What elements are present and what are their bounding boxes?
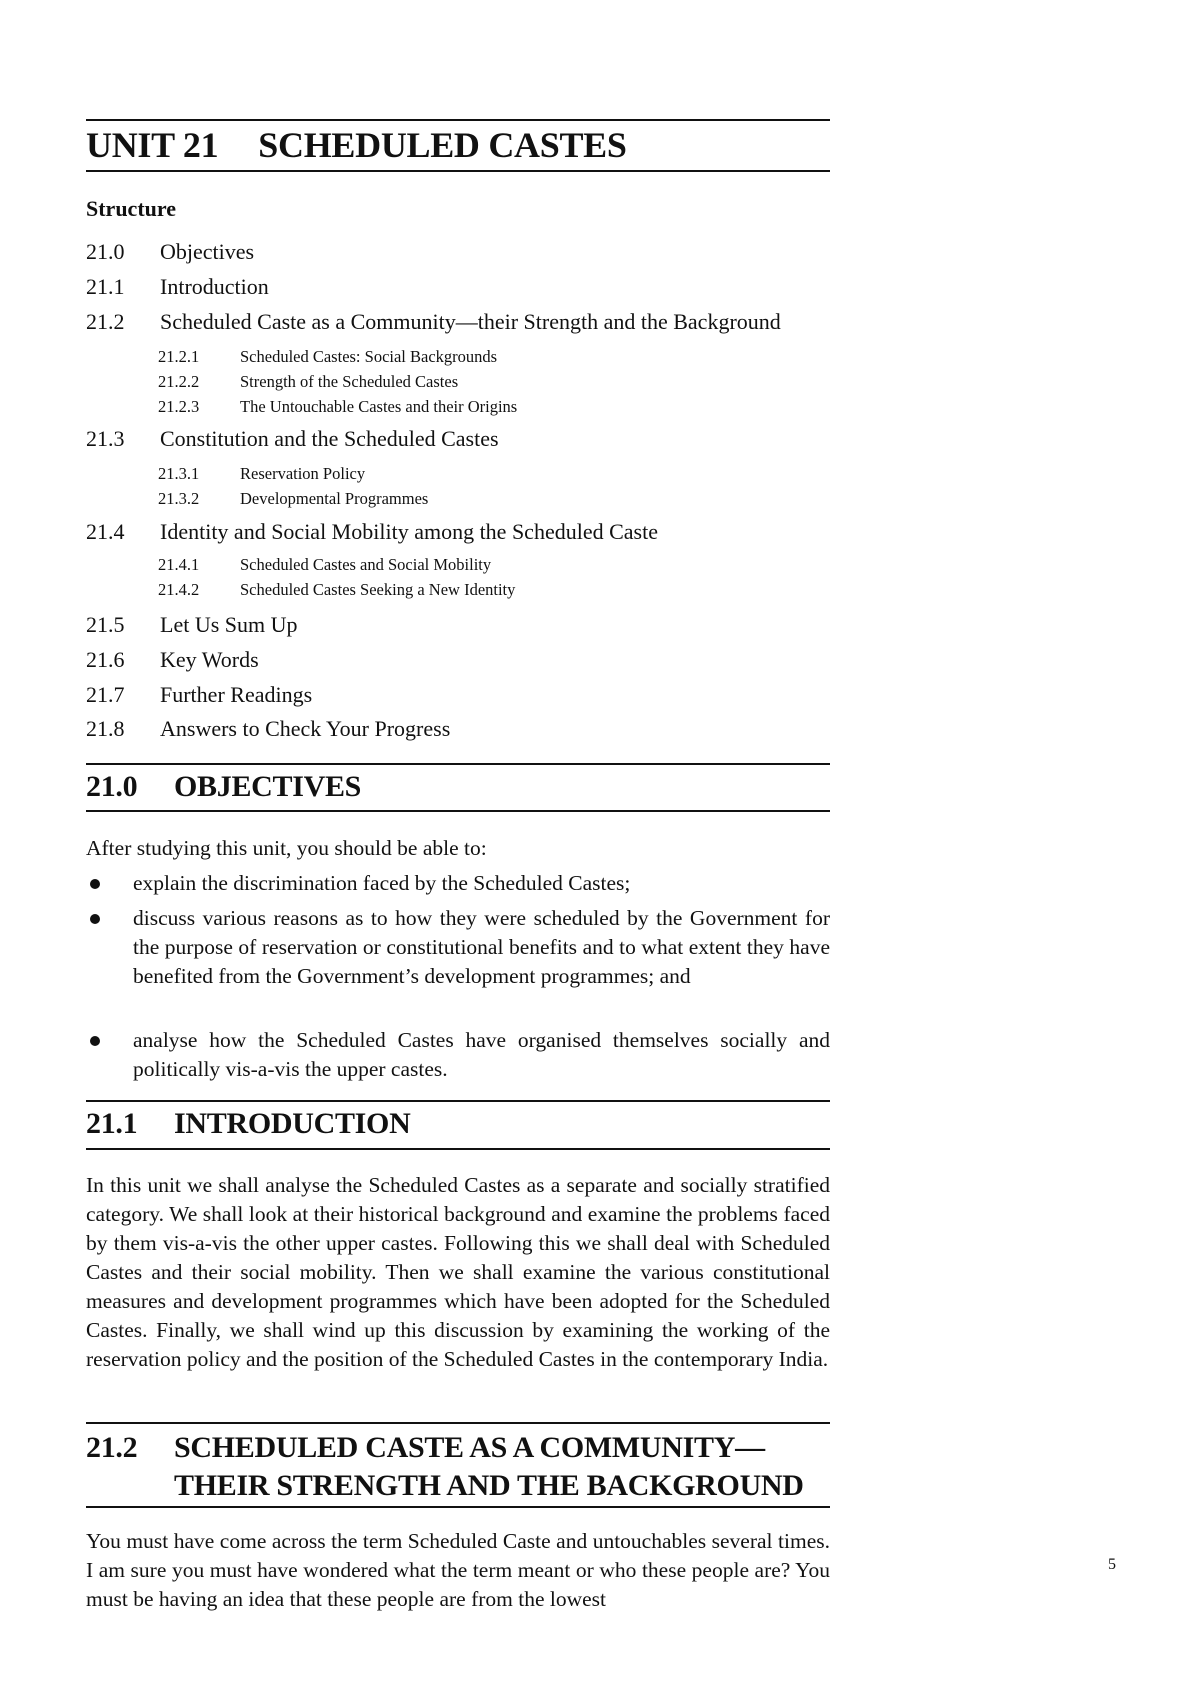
toc-subitem-text: Reservation Policy — [240, 464, 366, 483]
toc-subitem — [158, 464, 365, 484]
section-number: 21.0 — [86, 770, 138, 803]
toc-subitem-text: Scheduled Castes and Social Mobility — [240, 555, 492, 574]
toc-item-text: Introduction — [160, 274, 269, 299]
toc-item-number: 21.0 — [86, 239, 125, 264]
introduction-bottom-rule — [86, 1148, 830, 1150]
objectives-intro: After studying this unit, you should be able to: — [86, 836, 487, 860]
toc-item — [86, 612, 298, 638]
unit-title-text: SCHEDULED CASTES — [258, 125, 627, 165]
toc-subitem-number: 21.4.1 — [158, 555, 200, 574]
objective-bullet — [86, 869, 830, 898]
section-21-2-bottom-rule — [86, 1506, 830, 1508]
toc-subitem-text: Scheduled Castes: Social Backgrounds — [240, 347, 498, 366]
toc-item — [86, 426, 499, 452]
objectives-top-rule — [86, 763, 830, 765]
toc-subitem-text: Scheduled Castes Seeking a New Identity — [240, 580, 516, 599]
introduction-heading — [86, 1107, 410, 1141]
bullet-dot — [90, 1036, 100, 1046]
toc-item — [86, 274, 269, 300]
title-bottom-rule — [86, 170, 830, 172]
page-number: 5 — [1108, 1556, 1116, 1573]
toc-item — [86, 519, 658, 545]
section-number: 21.1 — [86, 1107, 138, 1140]
section-21-2-heading — [86, 1429, 830, 1505]
objectives-heading — [86, 770, 361, 804]
toc-item-number: 21.7 — [86, 682, 125, 707]
toc-item-number: 21.3 — [86, 426, 125, 451]
toc-item-text: Answers to Check Your Progress — [160, 716, 451, 741]
objectives-bottom-rule — [86, 810, 830, 812]
toc-item-number: 21.4 — [86, 519, 125, 544]
toc-item — [86, 239, 254, 265]
toc-subitem — [158, 397, 517, 417]
toc-subitem-number: 21.3.1 — [158, 464, 200, 483]
toc-subitem-number: 21.4.2 — [158, 580, 200, 599]
bullet-dot — [90, 879, 100, 889]
section-21-2-top-rule — [86, 1422, 830, 1424]
toc-item — [86, 647, 259, 673]
bullet-text: analyse how the Scheduled Castes have organised themselves socially and politically vis-a-vis the upper castes. — [133, 1028, 830, 1081]
bullet-dot — [90, 914, 100, 924]
section-title — [174, 1429, 834, 1505]
section-title-line-2: THEIR STRENGTH AND THE BACKGROUND — [174, 1469, 804, 1502]
title-top-rule — [86, 119, 830, 121]
toc-item — [86, 716, 450, 742]
unit-title — [86, 124, 627, 166]
toc-item-number: 21.1 — [86, 274, 125, 299]
toc-item-number: 21.5 — [86, 612, 125, 637]
toc-item-text: Objectives — [160, 239, 255, 264]
toc-subitem — [158, 580, 515, 600]
section-title: INTRODUCTION — [174, 1107, 411, 1140]
toc-item-text: Further Readings — [160, 682, 313, 707]
toc-subitem — [158, 555, 491, 575]
toc-item-text: Scheduled Caste as a Community—their Strength and the Background — [160, 309, 781, 334]
objective-bullet — [86, 904, 830, 991]
toc-subitem-number: 21.3.2 — [158, 489, 200, 508]
toc-item-text: Identity and Social Mobility among the Scheduled Caste — [160, 519, 658, 544]
toc-subitem-text: Developmental Programmes — [240, 489, 429, 508]
toc-item-text: Constitution and the Scheduled Castes — [160, 426, 499, 451]
section-title-line-1: SCHEDULED CASTE AS A COMMUNITY— — [174, 1431, 765, 1464]
structure-label: Structure — [86, 196, 177, 221]
toc-subitem-number: 21.2.2 — [158, 372, 200, 391]
toc-item-text: Key Words — [160, 647, 259, 672]
toc-item-number: 21.2 — [86, 309, 125, 334]
section-21-2-paragraph: You must have come across the term Scheduled Caste and untouchables several times. I am sure you must have wondered what the term meant or who these people are? You must be having an idea that these people are from the lowest — [86, 1529, 830, 1611]
objective-bullet — [86, 1026, 830, 1084]
bullet-text: discuss various reasons as to how they were scheduled by the Government for the purpose of reservation or constitutional benefits and to what extent they have benefited from the Government’s development programmes; and — [133, 906, 830, 988]
toc-subitem — [158, 347, 497, 367]
toc-item — [86, 682, 312, 708]
bullet-text: explain the discrimination faced by the Scheduled Castes; — [133, 871, 631, 895]
toc-item-number: 21.6 — [86, 647, 125, 672]
toc-subitem-number: 21.2.3 — [158, 397, 200, 416]
toc-subitem-number: 21.2.1 — [158, 347, 200, 366]
toc-item-text: Let Us Sum Up — [160, 612, 298, 637]
section-title: OBJECTIVES — [174, 770, 362, 803]
introduction-paragraph: In this unit we shall analyse the Scheduled Castes as a separate and socially stratified category. We shall look at their historical background and examine the problems faced by them vis-a-vis the other upper castes. Following this we shall deal with Scheduled Castes and their social mobility. Then we shall examine the various constitutional measures and development programmes which have been adopted for the Scheduled Castes. Finally, we shall wind up this discussion by examining the working of the reservation policy and the position of the Scheduled Castes in the contemporary India. — [86, 1173, 830, 1371]
introduction-top-rule — [86, 1100, 830, 1102]
toc-item — [86, 309, 781, 335]
toc-subitem-text: Strength of the Scheduled Castes — [240, 372, 459, 391]
unit-number: UNIT 21 — [86, 125, 219, 165]
toc-subitem-text: The Untouchable Castes and their Origins — [240, 397, 518, 416]
section-number: 21.2 — [86, 1431, 138, 1464]
toc-subitem — [158, 372, 458, 392]
toc-subitem — [158, 489, 428, 509]
toc-item-number: 21.8 — [86, 716, 125, 741]
